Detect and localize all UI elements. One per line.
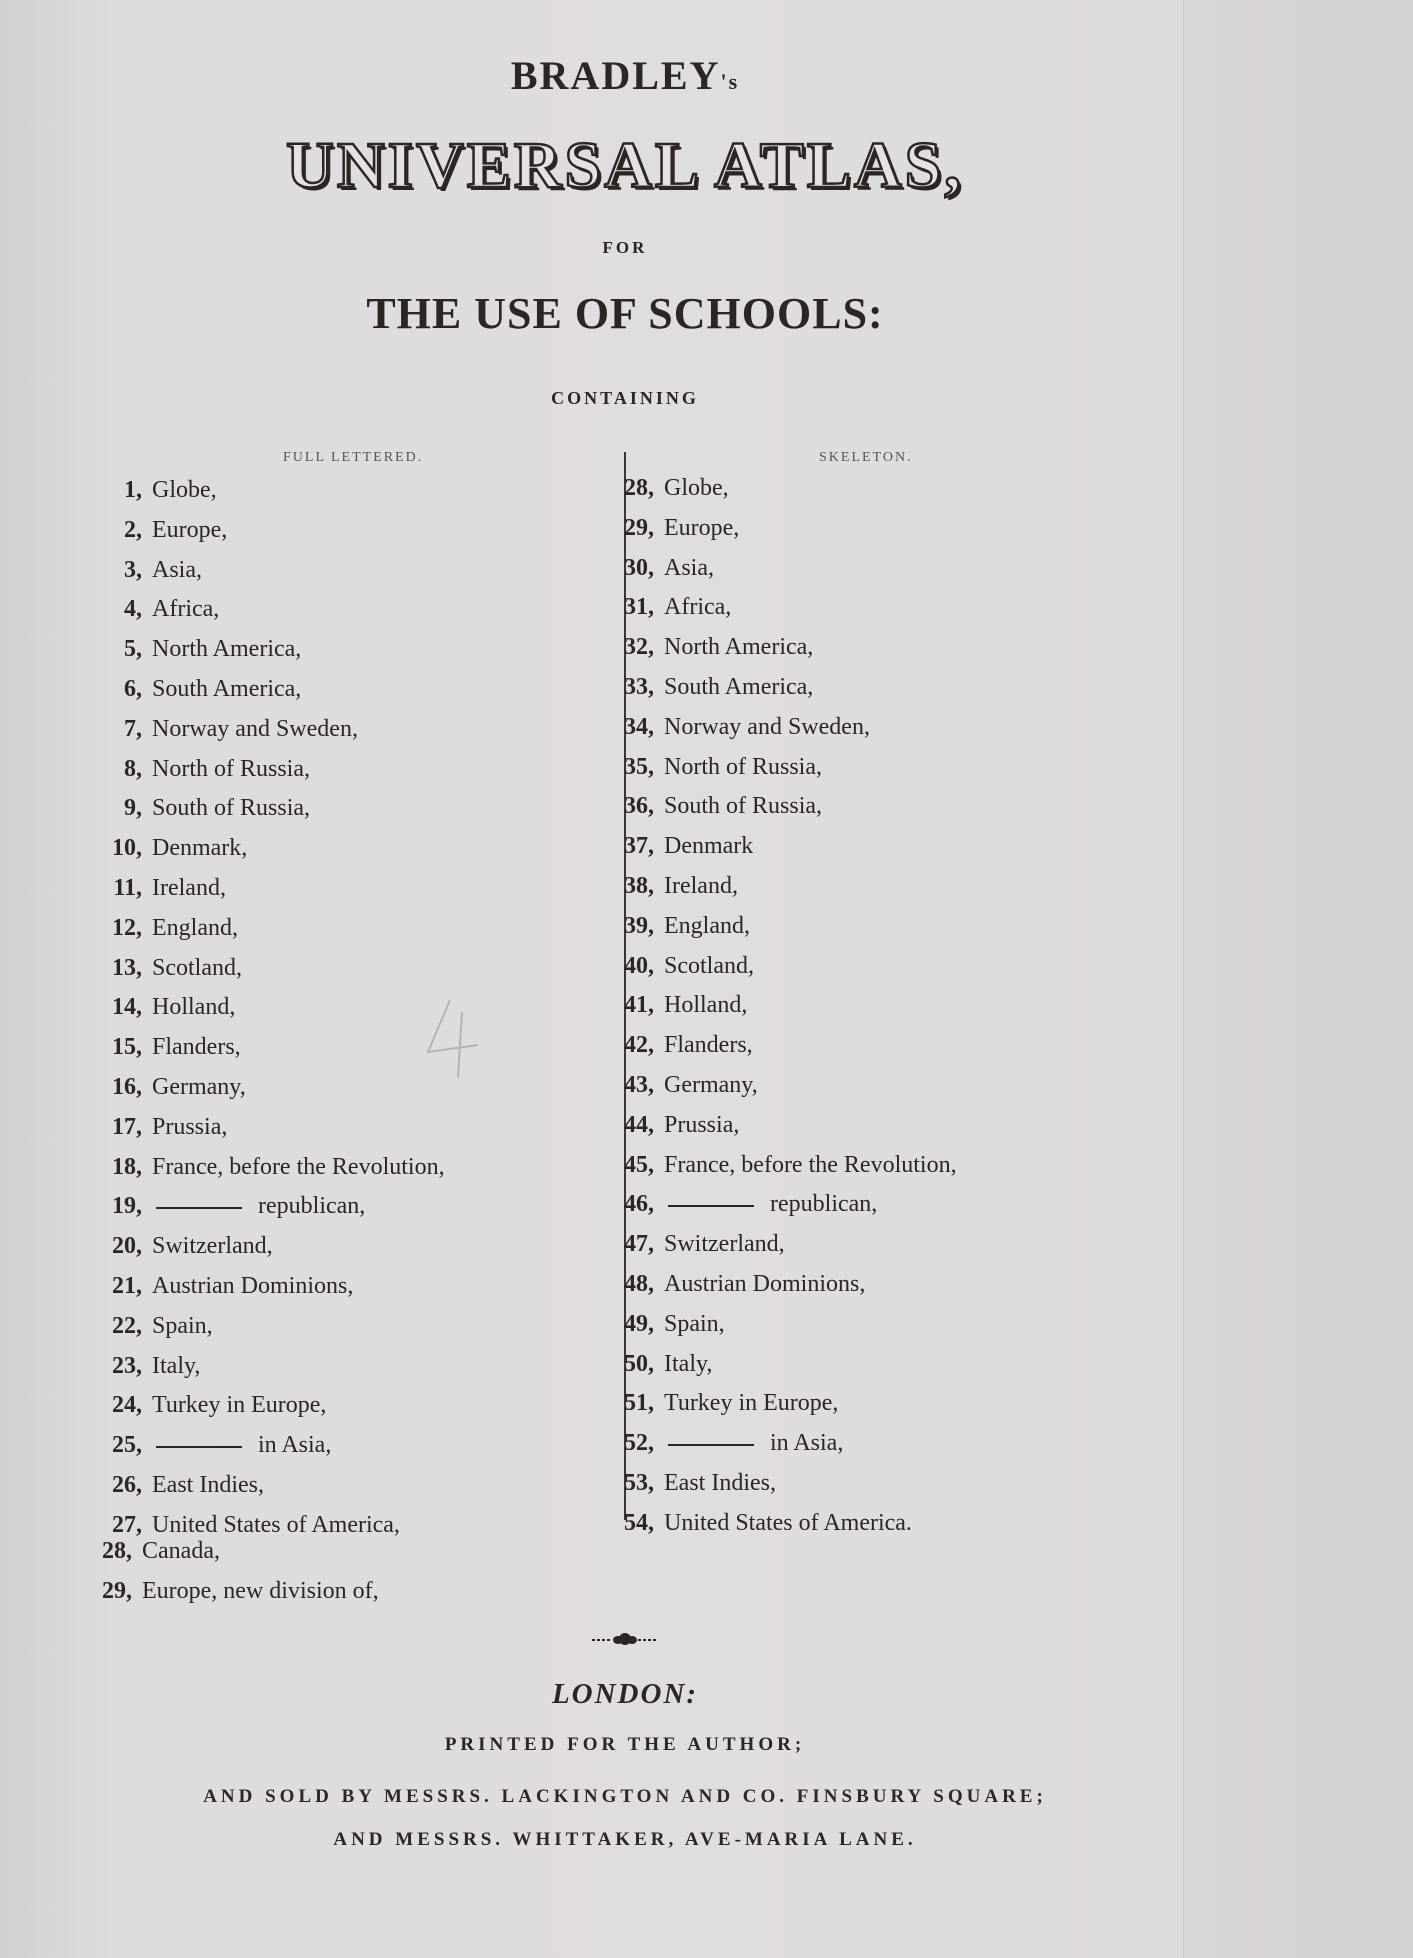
map-name: Canada,: [142, 1538, 220, 1564]
map-number: 4,: [124, 596, 142, 623]
list-item: [612, 1072, 758, 1099]
map-name: Scotland,: [152, 954, 242, 981]
list-item: [100, 1313, 213, 1340]
map-name: Asia,: [664, 554, 714, 581]
map-number: 8,: [124, 755, 142, 782]
map-name: Germany,: [664, 1072, 758, 1098]
list-item: [100, 557, 202, 584]
map-number: 54,: [624, 1509, 654, 1536]
map-number: 26,: [112, 1472, 142, 1498]
title-author-name: BRADLEY: [510, 53, 721, 98]
map-number: 44,: [624, 1111, 654, 1138]
map-name: East Indies,: [664, 1470, 776, 1496]
list-item: [612, 1191, 877, 1218]
map-number: 21,: [112, 1273, 142, 1299]
map-number: 24,: [112, 1392, 142, 1419]
map-name: Africa,: [664, 594, 732, 621]
list-item: [612, 1231, 785, 1258]
map-number: 22,: [112, 1312, 142, 1339]
list-item: [100, 835, 247, 862]
list-item: [100, 636, 301, 663]
map-number: 23,: [112, 1352, 142, 1379]
map-name: Turkey in Europe,: [152, 1392, 327, 1419]
list-item: [100, 1074, 246, 1101]
map-name: Europe,: [152, 516, 228, 543]
map-name: North America,: [152, 636, 302, 663]
map-number: 53,: [624, 1470, 654, 1496]
map-number: 6,: [124, 676, 142, 702]
map-name: Prussia,: [152, 1113, 228, 1140]
map-name: Africa,: [152, 596, 220, 623]
map-number: 3,: [124, 556, 142, 583]
list-item: [612, 1112, 739, 1139]
map-number: 19,: [112, 1193, 142, 1220]
map-name: Austrian Dominions,: [152, 1273, 354, 1299]
map-number: 42,: [624, 1032, 654, 1059]
map-number: 12,: [112, 914, 142, 941]
map-name: in Asia,: [258, 1432, 332, 1459]
imprint-city: LONDON:: [551, 1678, 699, 1710]
map-number: 18,: [112, 1153, 142, 1180]
ornament-icon: [590, 1630, 660, 1650]
pencil-mark: [420, 990, 500, 1080]
map-name: Spain,: [152, 1312, 213, 1339]
title-subtitle: THE USE OF SCHOOLS:: [366, 289, 884, 338]
map-name: Switzerland,: [664, 1231, 785, 1258]
map-number: 49,: [624, 1310, 654, 1337]
list-item: [100, 676, 301, 703]
imprint-printed: PRINTED FOR THE AUTHOR;: [444, 1734, 806, 1755]
list-item: [612, 1390, 838, 1417]
list-item: [612, 953, 754, 980]
map-number: 7,: [124, 715, 142, 742]
map-number: 5,: [124, 636, 142, 663]
map-name: Austrian Dominions,: [664, 1271, 866, 1297]
title-author: [0, 52, 1250, 99]
map-name: republican,: [770, 1191, 878, 1218]
map-name: in Asia,: [770, 1430, 844, 1457]
list-item: [612, 1152, 957, 1179]
map-name: South of Russia,: [664, 793, 823, 820]
map-number: 37,: [624, 833, 654, 860]
list-item: [100, 955, 242, 982]
list-item: [100, 1512, 400, 1539]
map-number: 1,: [124, 477, 142, 503]
list-item: [612, 1032, 753, 1059]
map-number: 45,: [624, 1151, 654, 1178]
ditto-dash: [156, 1207, 242, 1209]
map-number: 46,: [624, 1191, 654, 1218]
map-number: 28,: [624, 475, 654, 501]
imprint-sold: AND SOLD BY MESSRS. LACKINGTON AND CO. FINSBURY SQUARE;: [203, 1786, 1047, 1807]
map-name: United States of America.: [664, 1509, 912, 1536]
map-name: United States of America,: [152, 1511, 400, 1538]
map-name: South of Russia,: [152, 795, 311, 822]
map-number: 41,: [624, 992, 654, 1019]
map-name: republican,: [258, 1193, 366, 1220]
map-name: North of Russia,: [664, 753, 822, 780]
map-name: East Indies,: [152, 1472, 264, 1498]
map-number: 48,: [624, 1271, 654, 1297]
map-number: 28,: [102, 1538, 132, 1564]
list-item: [100, 1034, 241, 1061]
map-number: 20,: [112, 1233, 142, 1260]
list-item: [612, 515, 739, 542]
title-for: FOR: [602, 238, 648, 257]
map-name: England,: [152, 914, 238, 941]
list-item: [100, 1392, 326, 1419]
list-item: [100, 477, 217, 504]
list-item: [100, 1353, 200, 1380]
map-number: 2,: [124, 516, 142, 543]
list-item: [612, 1311, 725, 1338]
map-name: Europe,: [664, 514, 740, 541]
imprint-whittaker: AND MESSRS. WHITTAKER, AVE-MARIA LANE.: [333, 1829, 917, 1850]
list-item: [612, 475, 729, 502]
ornament-divider: [0, 1630, 1250, 1655]
map-number: 50,: [624, 1350, 654, 1377]
list-item: [100, 994, 235, 1021]
map-number: 10,: [112, 835, 142, 862]
map-name: France, before the Revolution,: [664, 1151, 957, 1178]
map-name: England,: [664, 912, 750, 939]
left-column-heading: FULL LETTERED.: [283, 450, 424, 465]
map-number: 34,: [624, 713, 654, 740]
map-name: Scotland,: [664, 952, 754, 979]
map-name: North America,: [664, 634, 814, 661]
map-name: Holland,: [152, 994, 236, 1021]
map-number: 16,: [112, 1074, 142, 1100]
map-number: 47,: [624, 1231, 654, 1258]
map-number: 35,: [624, 753, 654, 780]
list-item: [612, 833, 753, 860]
list-item: [612, 1271, 865, 1298]
map-name: Prussia,: [664, 1111, 740, 1138]
map-number: 40,: [624, 952, 654, 979]
right-column-heading: SKELETON.: [819, 450, 913, 465]
map-name: Norway and Sweden,: [664, 713, 870, 740]
ditto-dash: [668, 1205, 754, 1207]
map-name: Ireland,: [664, 873, 738, 899]
list-item: [100, 1233, 273, 1260]
map-name: Turkey in Europe,: [664, 1390, 839, 1417]
list-item: [100, 596, 219, 623]
map-name: Flanders,: [664, 1032, 753, 1059]
map-number: 9,: [124, 795, 142, 822]
map-number: 15,: [112, 1034, 142, 1061]
map-number: 11,: [113, 875, 142, 901]
map-name: Italy,: [152, 1352, 201, 1379]
map-number: 52,: [624, 1430, 654, 1457]
title-main: UNIVERSAL ATLAS,: [286, 129, 964, 202]
map-name: Denmark,: [152, 835, 248, 862]
map-number: 36,: [624, 793, 654, 820]
list-item: [100, 1193, 365, 1220]
map-number: 17,: [112, 1113, 142, 1140]
list-item: [612, 1510, 912, 1537]
list-item: [100, 1472, 264, 1499]
title-author-suffix: 's: [720, 69, 740, 94]
map-name: Flanders,: [152, 1034, 241, 1061]
list-item: [90, 1538, 220, 1565]
list-item: [612, 992, 747, 1019]
list-item: [612, 1470, 776, 1497]
map-number: 14,: [112, 994, 142, 1021]
map-number: 29,: [102, 1578, 132, 1604]
map-name: South America,: [152, 676, 302, 702]
map-number: 39,: [624, 912, 654, 939]
map-name: North of Russia,: [152, 755, 310, 782]
map-name: Asia,: [152, 556, 202, 583]
ditto-dash: [668, 1444, 754, 1446]
list-item: [612, 793, 822, 820]
map-name: Norway and Sweden,: [152, 715, 358, 742]
map-number: 33,: [624, 674, 654, 700]
map-number: 51,: [624, 1390, 654, 1417]
list-item: [100, 1273, 353, 1300]
list-item: [612, 594, 731, 621]
map-name: France, before the Revolution,: [152, 1153, 445, 1180]
map-name: Globe,: [152, 477, 217, 503]
map-name: Ireland,: [152, 875, 226, 901]
list-item: [612, 1430, 843, 1457]
list-item: [100, 1432, 331, 1459]
map-name: Italy,: [664, 1350, 713, 1377]
map-name: Globe,: [664, 475, 729, 501]
list-item: [90, 1578, 379, 1605]
map-name: Holland,: [664, 992, 748, 1019]
map-number: 25,: [112, 1432, 142, 1459]
list-item: [100, 716, 358, 743]
list-item: [100, 915, 238, 942]
list-item: [100, 1154, 445, 1181]
ditto-dash: [156, 1446, 242, 1448]
map-name: Germany,: [152, 1074, 246, 1100]
map-number: 13,: [112, 954, 142, 981]
list-item: [100, 517, 227, 544]
map-number: 27,: [112, 1511, 142, 1538]
list-item: [100, 756, 310, 783]
list-item: [100, 795, 310, 822]
list-item: [100, 875, 226, 902]
list-item: [100, 1114, 227, 1141]
map-name: Europe, new division of,: [142, 1578, 379, 1604]
title-containing: CONTAINING: [551, 388, 699, 408]
list-item: [612, 913, 750, 940]
map-name: Switzerland,: [152, 1233, 273, 1260]
map-number: 38,: [624, 873, 654, 899]
map-number: 32,: [624, 634, 654, 661]
list-item: [612, 714, 870, 741]
map-name: Denmark: [664, 833, 754, 860]
map-number: 43,: [624, 1072, 654, 1098]
map-number: 30,: [624, 554, 654, 581]
map-name: Spain,: [664, 1310, 725, 1337]
list-item: [612, 754, 822, 781]
list-item: [612, 1351, 712, 1378]
list-item: [612, 674, 813, 701]
map-number: 31,: [624, 594, 654, 621]
map-number: 29,: [624, 514, 654, 541]
list-item: [612, 873, 738, 900]
list-item: [612, 555, 714, 582]
map-name: South America,: [664, 674, 814, 700]
list-item: [612, 634, 813, 661]
